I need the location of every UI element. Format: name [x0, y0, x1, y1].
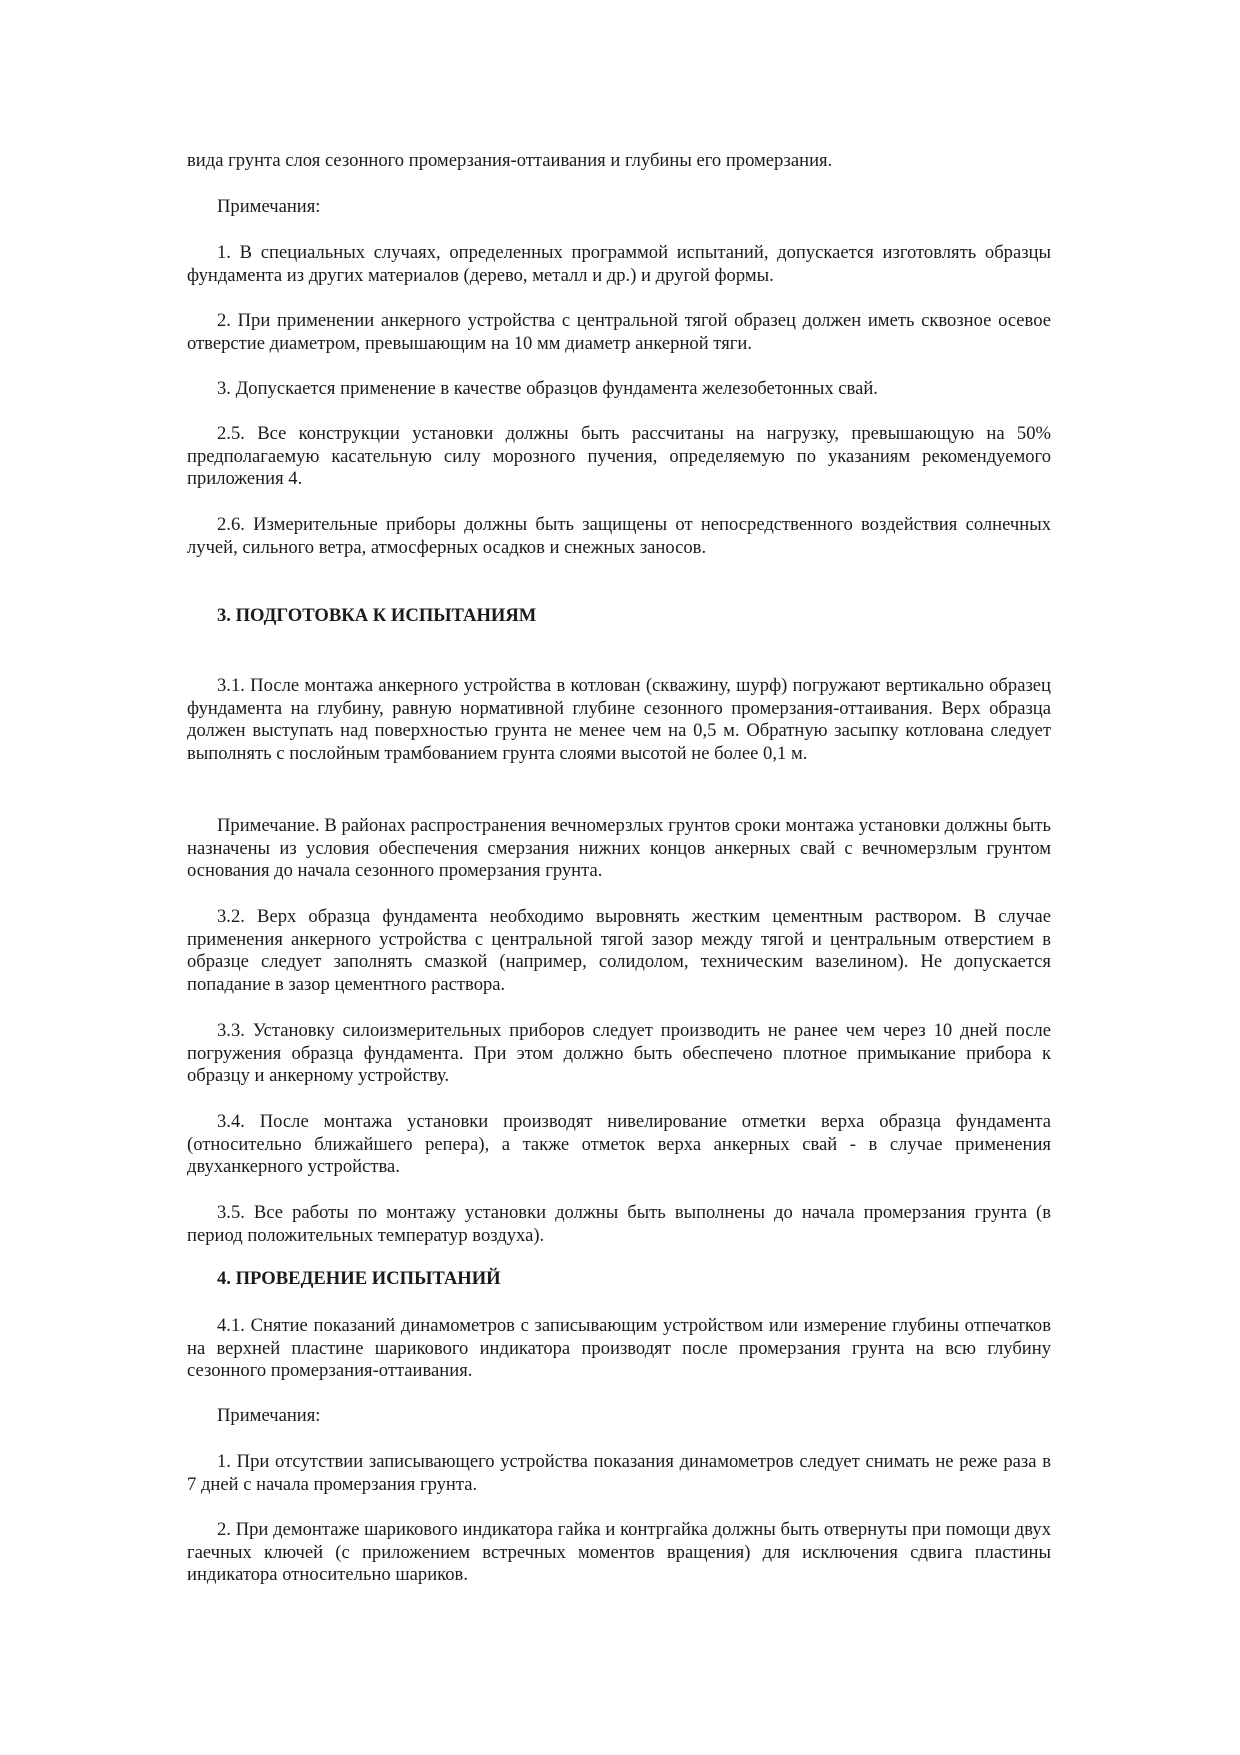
section-heading-4: 4. ПРОВЕДЕНИЕ ИСПЫТАНИЙ — [217, 1268, 501, 1289]
section-heading-3: 3. ПОДГОТОВКА К ИСПЫТАНИЯМ — [217, 605, 537, 626]
paragraph-3-5: 3.5. Все работы по монтажу установки должны быть выполнены до начала промерзания грунта (в период положительных температур воздуха). — [187, 1202, 1051, 1246]
paragraph-2-6: 2.6. Измерительные приборы должны быть защищены от непосредственного воздействия солнечных лучей, сильного ветра, атмосферных осадков и снежных заносов. — [187, 514, 1051, 558]
paragraph-3-4: 3.4. После монтажа установки производят нивелирование отметки верха образца фундамента (относительно ближайшего репера), а также отметок верха анкерных свай - в случае применения двуханкерного устройства. — [187, 1111, 1051, 1177]
notes-label-4: Примечания: — [217, 1405, 321, 1426]
note-3: 3. Допускается применение в качестве образцов фундамента железобетонных свай. — [217, 378, 878, 399]
note-4-1: 1. При отсутствии записывающего устройства показания динамометров следует снимать не реже раза в 7 дней с начала промерзания грунта. — [187, 1451, 1051, 1495]
paragraph-continuation: вида грунта слоя сезонного промерзания-оттаивания и глубины его промерзания. — [187, 150, 833, 171]
paragraph-2-5: 2.5. Все конструкции установки должны быть рассчитаны на нагрузку, превышающую на 50% предполагаемую касательную силу морозного пучения, определяемую по указаниям рекомендуемого приложения 4. — [187, 423, 1051, 489]
paragraph-4-1: 4.1. Снятие показаний динамометров с записывающим устройством или измерение глубины отпечатков на верхней пластине шарикового индикатора производят после промерзания грунта на всю глубину сезонного промерзания-оттаивания. — [187, 1315, 1051, 1381]
note-3-1: Примечание. В районах распространения вечномерзлых грунтов сроки монтажа установки должны быть назначены из условия обеспечения смерзания нижних концов анкерных свай с вечномерзлым грунтом основания до начала сезонного промерзания грунта. — [187, 815, 1051, 881]
notes-label: Примечания: — [217, 196, 321, 217]
note-2: 2. При применении анкерного устройства с центральной тягой образец должен иметь сквозное осевое отверстие диаметром, превышающим на 10 мм диаметр анкерной тяги. — [187, 310, 1051, 354]
paragraph-3-1: 3.1. После монтажа анкерного устройства в котлован (скважину, шурф) погружают вертикально образец фундамента на глубину, равную нормативной глубине сезонного промерзания-оттаивания. Верх образца должен выступать над поверхностью грунта не менее чем на 0,5 м. Обратную засыпку котлована следует выполнять с послойным трамбованием грунта слоями высотой не более 0,1 м. — [187, 675, 1051, 764]
paragraph-3-2: 3.2. Верх образца фундамента необходимо выровнять жестким цементным раствором. В случае применения анкерного устройства с центральной тягой зазор между тягой и центральным отверстием в образце следует заполнять смазкой (например, солидолом, техническим вазелином). Не допускается попадание в зазор цементного раствора. — [187, 906, 1051, 995]
note-4-2: 2. При демонтаже шарикового индикатора гайка и контргайка должны быть отвернуты при помощи двух гаечных ключей (с приложением встречных моментов вращения) для исключения сдвига пластины индикатора относительно шариков. — [187, 1519, 1051, 1585]
paragraph-3-3: 3.3. Установку силоизмерительных приборов следует производить не ранее чем через 10 дней после погружения образца фундамента. При этом должно быть обеспечено плотное примыкание прибора к образцу и анкерному устройству. — [187, 1020, 1051, 1086]
note-1: 1. В специальных случаях, определенных программой испытаний, допускается изготовлять образцы фундамента из других материалов (дерево, металл и др.) и другой формы. — [187, 242, 1051, 286]
